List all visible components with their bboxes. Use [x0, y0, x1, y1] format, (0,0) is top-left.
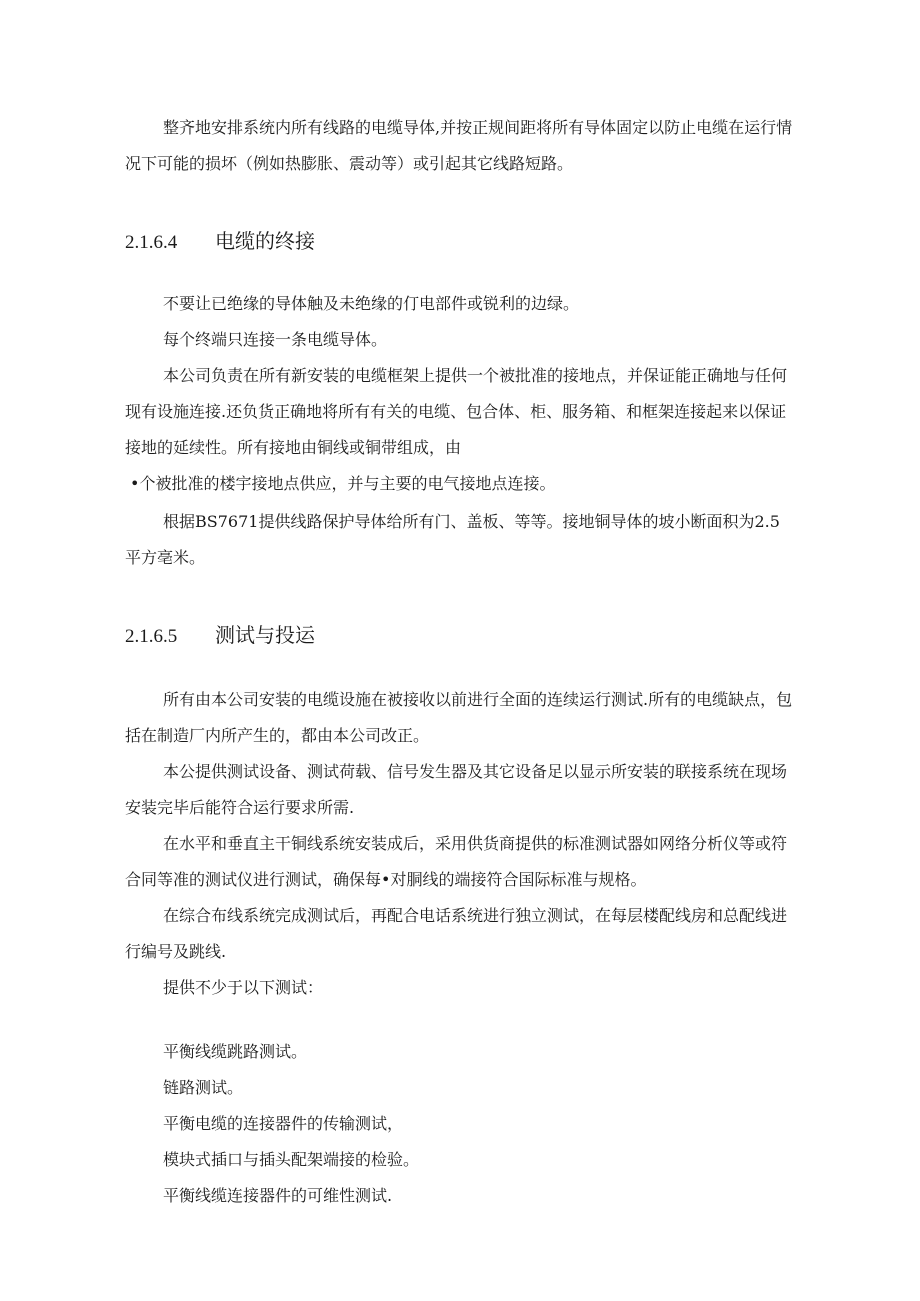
- test-list-item: 平衡电缆的连接器件的传输测试，: [163, 1114, 404, 1133]
- testing-paragraph-5: 提供不少于以下测试：: [163, 978, 324, 997]
- test-list-item: 链路测试。: [163, 1078, 244, 1097]
- termination-paragraph-5: 根据BS7671提供线路保护导体给所有门、盖板、等等。接地铜导体的坡小断面积为2.5平方亳米。: [125, 512, 780, 567]
- test-list-item: 平衡线缆连接器件的可维性测试.: [163, 1186, 393, 1205]
- termination-paragraph-3: 本公司负责在所有新安装的电缆框架上提供一个被批准的接地点，并保证能正确地与任何现有设施连接.还负货正确地将所有有关的电缆、包合体、柜、服务箱、和框架连接起来以保证接地的延续性。所有接地由铜线或铜带组成，由: [125, 366, 788, 457]
- testing-paragraph-2: 本公提供测试设备、测试荷载、信号发生器及其它设备足以显示所安装的联接系统在现场安装完毕后能符合运行要求所需.: [125, 762, 788, 817]
- test-list-item: 平衡线缆跳路测试。: [163, 1042, 308, 1061]
- testing-paragraph-4: 在综合布线系统完成测试后，再配合电话系统进行独立测试，在每层楼配线房和总配线进行编号及跳线.: [125, 906, 788, 961]
- section-title: 电缆的终接: [215, 229, 315, 253]
- termination-paragraph-4: •个被批准的楼宇接地点供应，并与主要的电气接地点连接。: [130, 474, 556, 493]
- section-title: 测试与投运: [215, 623, 315, 647]
- intro-paragraph: 整齐地安排系统内所有线路的电缆导体,并按正规间距将所有导体固定以防止电缆在运行情况下可能的损坏（例如热膨胀、震动等）或引起其它线路短路。: [125, 118, 793, 173]
- section-heading-testing-commissioning: [125, 620, 315, 650]
- section-number: 2.1.6.5: [125, 626, 178, 647]
- termination-paragraph-1: 不要让已绝缘的导体触及未绝缘的仃电部件或锐利的边绿。: [163, 294, 580, 313]
- termination-paragraph-2: 每个终端只连接一条电缆导体。: [163, 330, 388, 349]
- section-number: 2.1.6.4: [125, 232, 178, 253]
- testing-paragraph-3: 在水平和垂直主干铜线系统安装成后，采用供货商提供的标准测试器如网络分析仪等或符合同等准的测试仪进行测试，确保每•对胴线的端接符合国际标准与规格。: [125, 834, 788, 889]
- section-heading-cable-termination: [125, 226, 315, 256]
- test-list-item: 模块式插口与插头配架端接的检验。: [163, 1150, 420, 1169]
- testing-paragraph-1: 所有由本公司安装的电缆设施在被接收以前进行全面的连续运行测试.所有的电缆缺点，包括在制造厂内所产生的，都由本公司改正。: [125, 690, 793, 745]
